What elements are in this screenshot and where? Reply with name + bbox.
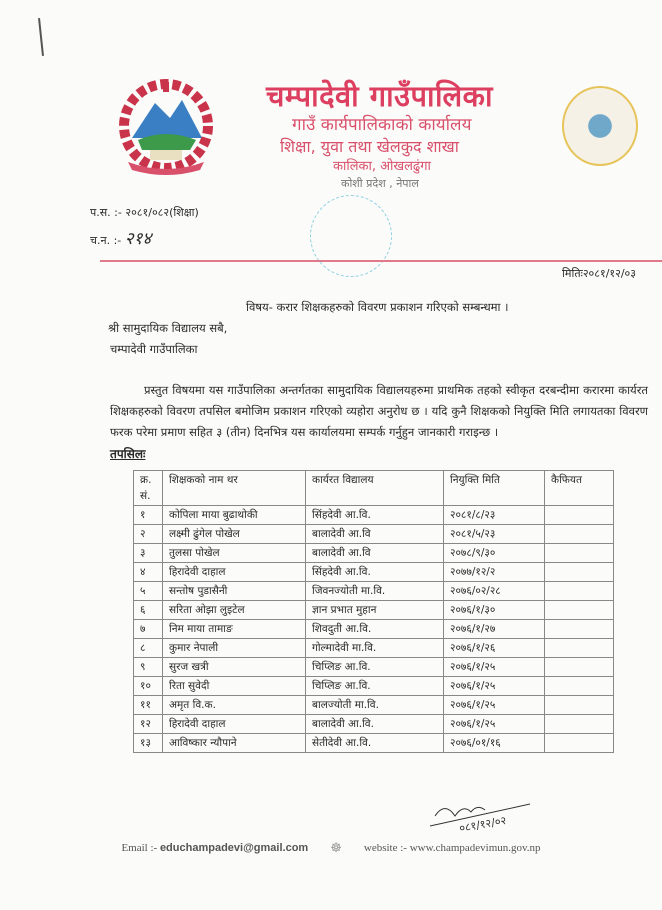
- cell-remarks: [545, 544, 614, 563]
- cell-appointment-date: २०७६/०२/२८: [444, 582, 545, 601]
- cell-serial: ७: [134, 620, 163, 639]
- cell-school: बालादेवी आ.वि: [306, 544, 444, 563]
- municipality-logo: [562, 86, 638, 166]
- cell-school: शिवदुती आ.वि.: [306, 620, 444, 639]
- cell-school: सिंहदेवी आ.वि.: [306, 563, 444, 582]
- col-serial: क्र. सं.: [134, 471, 163, 506]
- cell-teacher-name: कोपिला माया बुढाथोकी: [163, 506, 306, 525]
- website-label: website :-: [363, 842, 410, 854]
- col-teacher-name: शिक्षकको नाम थर: [163, 471, 306, 506]
- footer-email: [121, 840, 308, 856]
- office-name: गाउँ कार्यपालिकाको कार्यालय: [292, 115, 472, 135]
- cell-school: गोल्मादेवी मा.वि.: [306, 639, 444, 658]
- cell-serial: १: [134, 506, 163, 525]
- website-link[interactable]: www.champadevimun.gov.np: [409, 842, 541, 854]
- cell-serial: २: [134, 525, 163, 544]
- cell-appointment-date: २०७६/१/२७: [444, 620, 545, 639]
- table-row: [134, 582, 614, 601]
- cell-school: बालज्योती मा.वि.: [306, 696, 444, 715]
- letter-body: प्रस्तुत विषयमा यस गाउँपालिका अन्तर्गतका सामुदायिक विद्यालयहरुमा प्राथमिक तहको स्वीकृत दरबन्दीमा करारमा कार्यरत शिक्षकहरुको विवरण तपसिल बमोजिम प्रकाशन गरिएको व्यहोरा अनुरोध छ । यदि कुनै शिक्षकको नियुक्ति मिति लगायतका विवरण फरक परेमा प्रमाण सहित ३ (तीन) दिनभित्र यस कार्यालयमा सम्पर्क गर्नुहुन जानकारी गराइन्छ ।: [110, 383, 648, 439]
- cell-serial: ११: [134, 696, 163, 715]
- cell-school: बालादेवी आ.वि.: [306, 715, 444, 734]
- signature: [420, 796, 540, 836]
- cell-serial: १३: [134, 734, 163, 753]
- cell-appointment-date: २०७६/१/२५: [444, 696, 545, 715]
- cell-teacher-name: सुरज खत्री: [163, 658, 306, 677]
- cell-serial: १२: [134, 715, 163, 734]
- reference-value: २०८१/०८२(शिक्षा): [125, 206, 199, 219]
- cell-serial: ८: [134, 639, 163, 658]
- cell-serial: १०: [134, 677, 163, 696]
- dispatch-value: २१४: [124, 229, 152, 249]
- reference-label: प.स. :-: [90, 206, 126, 219]
- footer: [0, 840, 662, 856]
- table-row: [134, 506, 614, 525]
- cell-remarks: [545, 620, 614, 639]
- cell-remarks: [545, 677, 614, 696]
- cell-appointment-date: २०७६/१/२६: [444, 639, 545, 658]
- subject-line: विषय- करार शिक्षकहरुको विवरण प्रकाशन गरिएको सम्बन्धमा ।: [246, 300, 509, 314]
- table-row: [134, 601, 614, 620]
- cell-appointment-date: २०७६/१/२५: [444, 715, 545, 734]
- cell-serial: ९: [134, 658, 163, 677]
- cell-remarks: [545, 601, 614, 620]
- cell-teacher-name: हिरादेवी दाहाल: [163, 715, 306, 734]
- branch-name: शिक्षा, युवा तथा खेलकुद शाखा: [280, 137, 459, 156]
- header-divider: [100, 260, 662, 262]
- cell-appointment-date: २०७६/१/२५: [444, 658, 545, 677]
- cell-teacher-name: सरिता ओझा लुइटेल: [163, 601, 306, 620]
- letter-date: मितिः२०८१/१२/०३: [562, 267, 636, 280]
- office-address: कालिका, ओखलढुंगा: [333, 159, 431, 174]
- col-appointment-date: नियुक्ति मिति: [444, 471, 545, 506]
- cell-remarks: [545, 506, 614, 525]
- cell-remarks: [545, 715, 614, 734]
- cell-teacher-name: निम माया तामाङ: [163, 620, 306, 639]
- dispatch-number: [90, 228, 199, 252]
- cell-appointment-date: २०७६/१/३०: [444, 601, 545, 620]
- recipient-line-2: चम्पादेवी गाउँपालिका: [110, 342, 198, 356]
- office-stamp: [310, 195, 392, 277]
- cell-serial: ४: [134, 563, 163, 582]
- signature-date: ०८१/१२/०२: [458, 813, 508, 835]
- cell-remarks: [545, 696, 614, 715]
- cell-serial: ३: [134, 544, 163, 563]
- cell-remarks: [545, 563, 614, 582]
- footer-website: [364, 840, 541, 856]
- cell-serial: ५: [134, 582, 163, 601]
- cell-teacher-name: हिरादेवी दाहाल: [163, 563, 306, 582]
- namaste-icon: ☸: [330, 840, 342, 855]
- cell-teacher-name: लक्ष्मी ढुंगेल पोखेल: [163, 525, 306, 544]
- cell-school: चिप्लिङ आ.वि.: [306, 658, 444, 677]
- cell-teacher-name: आविष्कार न्यौपाने: [163, 734, 306, 753]
- table-row: [134, 544, 614, 563]
- table-row: [134, 696, 614, 715]
- cell-remarks: [545, 734, 614, 753]
- cell-school: बालादेवी आ.वि: [306, 525, 444, 544]
- recipient-line-1: श्री सामुदायिक विद्यालय सबै,: [108, 321, 228, 335]
- cell-remarks: [545, 525, 614, 544]
- cell-school: ज्ञान प्रभात मुहान: [306, 601, 444, 620]
- municipality-title: चम्पादेवी गाउँपालिका: [266, 79, 493, 113]
- cell-teacher-name: सन्तोष पुडासैनी: [163, 582, 306, 601]
- cell-appointment-date: २०८१/८/२३: [444, 506, 545, 525]
- cell-school: सेतीदेवी आ.वि.: [306, 734, 444, 753]
- cell-appointment-date: २०७६/०१/१६: [444, 734, 545, 753]
- table-row: [134, 658, 614, 677]
- email-label: Email :-: [121, 842, 160, 854]
- table-row: [134, 677, 614, 696]
- cell-teacher-name: कुमार नेपाली: [163, 639, 306, 658]
- cell-serial: ६: [134, 601, 163, 620]
- table-row: [134, 620, 614, 639]
- dispatch-label: च.न. :-: [90, 234, 125, 247]
- col-school: कार्यरत विद्यालय: [306, 471, 444, 506]
- teacher-table: [133, 470, 614, 753]
- reference-number: [90, 204, 199, 222]
- col-remarks: कैफियत: [545, 471, 614, 506]
- email-link[interactable]: educhampadevi@gmail.com: [159, 842, 309, 854]
- province: कोशी प्रदेश , नेपाल: [341, 177, 419, 190]
- cell-school: जिवनज्योती मा.वि.: [306, 582, 444, 601]
- table-header-row: [134, 471, 614, 506]
- table-row: [134, 563, 614, 582]
- letter-content: [110, 380, 648, 753]
- cell-appointment-date: २०७६/१/२५: [444, 677, 545, 696]
- cell-remarks: [545, 639, 614, 658]
- table-row: [134, 639, 614, 658]
- details-heading: तपसिलः: [110, 447, 146, 461]
- cell-appointment-date: २०८१/५/२३: [444, 525, 545, 544]
- letterhead-text: [0, 78, 560, 192]
- cell-teacher-name: रिता सुवेदी: [163, 677, 306, 696]
- reference-block: [90, 204, 199, 252]
- cell-remarks: [545, 582, 614, 601]
- table-row: [134, 734, 614, 753]
- table-row: [134, 715, 614, 734]
- cell-appointment-date: २०७७/१२/२: [444, 563, 545, 582]
- cell-teacher-name: तुलसा पोखेल: [163, 544, 306, 563]
- cell-teacher-name: अमृत वि.क.: [163, 696, 306, 715]
- table-row: [134, 525, 614, 544]
- cell-school: सिंहदेवी आ.वि.: [306, 506, 444, 525]
- cell-remarks: [545, 658, 614, 677]
- cell-appointment-date: २०७८/९/३०: [444, 544, 545, 563]
- cell-school: चिप्लिङ आ.वि.: [306, 677, 444, 696]
- pen-mark: [38, 18, 44, 56]
